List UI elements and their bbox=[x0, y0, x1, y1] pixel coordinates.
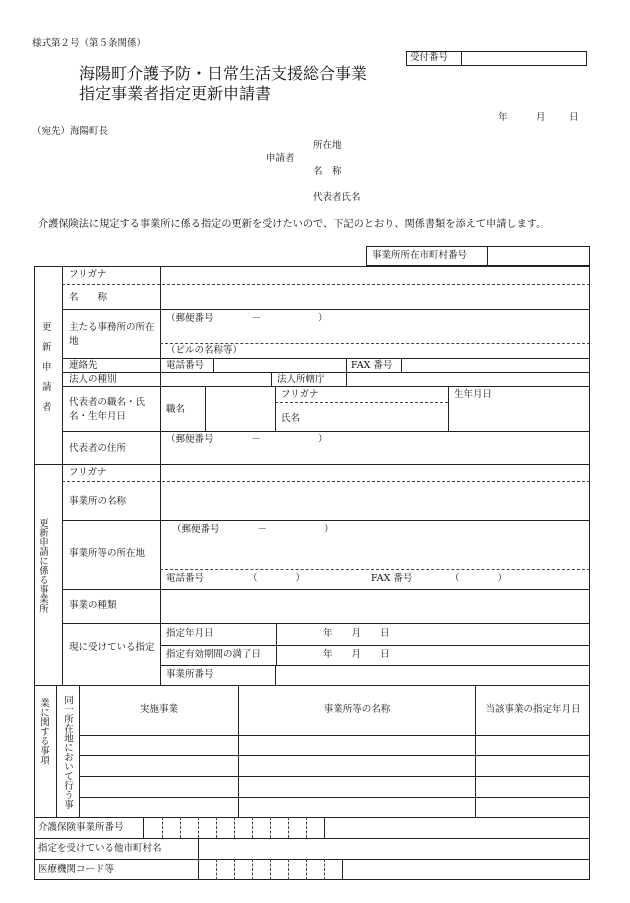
s2-fax-paren[interactable]: （ ） bbox=[450, 573, 508, 584]
s2-expiry-date-label: 指定有効期間の満了日 bbox=[166, 649, 262, 660]
section-office-title: 更新申請に係る事業所 bbox=[37, 518, 48, 613]
s1-building-name[interactable]: （ビルの名称等） bbox=[166, 345, 243, 356]
s1-rep-name-label: 氏名 bbox=[281, 413, 301, 424]
s3-outer-title: 業に関する事項 bbox=[38, 698, 49, 765]
s2-postal-code[interactable]: （郵便番号 － ） bbox=[172, 524, 334, 535]
s2-furigana-label: フリガナ bbox=[69, 467, 107, 478]
applicant-label: 申請者 bbox=[266, 153, 295, 164]
s1-fax-label: FAX 番号 bbox=[351, 360, 393, 371]
section-applicant-title: 更新申請者 bbox=[42, 322, 52, 413]
s1-rep-address-label: 代表者の住所 bbox=[69, 443, 127, 454]
s1-postal-code[interactable]: （郵便番号 － ） bbox=[166, 313, 328, 324]
s1-office-address-label: 主たる事務所の所在地 bbox=[69, 322, 155, 347]
s1-contact-label: 連絡先 bbox=[69, 360, 98, 371]
date-day: 日 bbox=[569, 112, 579, 123]
s1-dob-label: 生年月日 bbox=[454, 389, 493, 400]
date-year: 年 bbox=[498, 112, 508, 123]
form-title-line2: 指定事業者指定更新申請書 bbox=[79, 84, 272, 103]
s3-inner-title: 同一所在地において行う事 bbox=[62, 695, 73, 809]
application-statement: 介護保険法に規定する事業所に係る指定の更新を受けたいので、下記のとおり、関係書類を添えて申請します。 bbox=[38, 219, 547, 230]
medical-institution-code-label: 医療機関コード等 bbox=[38, 864, 115, 875]
s1-rep-info-label: 代表者の職名・氏名・生年月日 bbox=[69, 397, 146, 422]
addressee: （宛先）海陽町長 bbox=[32, 126, 109, 137]
applicant-address-label: 所在地 bbox=[313, 140, 342, 151]
form-title-line1: 海陽町介護予防・日常生活支援総合事業 bbox=[79, 64, 368, 83]
s2-business-type-label: 事業の種類 bbox=[69, 600, 117, 611]
s2-expiry-date-value[interactable]: 年 月 日 bbox=[323, 649, 390, 660]
receipt-number-label: 受付番号 bbox=[410, 52, 449, 63]
s2-designation-date-value[interactable]: 年 月 日 bbox=[323, 628, 390, 639]
s2-office-address-label: 事業所等の所在地 bbox=[69, 548, 146, 559]
applicant-name-label: 名 称 bbox=[313, 166, 342, 177]
s1-authority-label: 法人所轄庁 bbox=[277, 374, 325, 385]
s2-office-number-label: 事業所番号 bbox=[166, 669, 214, 680]
s1-name-label: 名 称 bbox=[69, 292, 108, 303]
s1-rep-furigana-label: フリガナ bbox=[281, 389, 319, 400]
s3-col-office-name: 事業所等の名称 bbox=[323, 704, 391, 715]
s1-rep-postal-code[interactable]: （郵便番号 － ） bbox=[166, 434, 328, 445]
s2-office-name-label: 事業所の名称 bbox=[69, 496, 127, 507]
s2-fax-label: FAX 番号 bbox=[371, 573, 413, 584]
s2-phone-label: 電話番号 bbox=[166, 573, 205, 584]
s1-phone-label: 電話番号 bbox=[166, 360, 205, 371]
s2-current-designation-label: 現に受けている指定 bbox=[69, 642, 155, 653]
s3-col-designation-date: 当該事業の指定年月日 bbox=[485, 704, 581, 715]
applicant-representative-label: 代表者氏名 bbox=[313, 192, 361, 203]
date-month: 月 bbox=[536, 112, 546, 123]
municipality-number-label: 事業所所在市町村番号 bbox=[372, 250, 468, 261]
s1-corp-type-label: 法人の種別 bbox=[69, 374, 117, 385]
s1-job-title-label: 職名 bbox=[166, 404, 186, 415]
s1-furigana-label: フリガナ bbox=[69, 269, 107, 280]
s2-designation-date-label: 指定年月日 bbox=[166, 628, 214, 639]
other-municipality-label: 指定を受けている他市町村名 bbox=[38, 843, 162, 854]
form-number: 様式第２号（第５条関係） bbox=[32, 38, 147, 49]
insurance-office-number-label: 介護保険事業所番号 bbox=[38, 822, 124, 833]
s3-col-business: 実施事業 bbox=[139, 704, 178, 715]
s2-phone-paren[interactable]: （ ） bbox=[248, 573, 306, 584]
